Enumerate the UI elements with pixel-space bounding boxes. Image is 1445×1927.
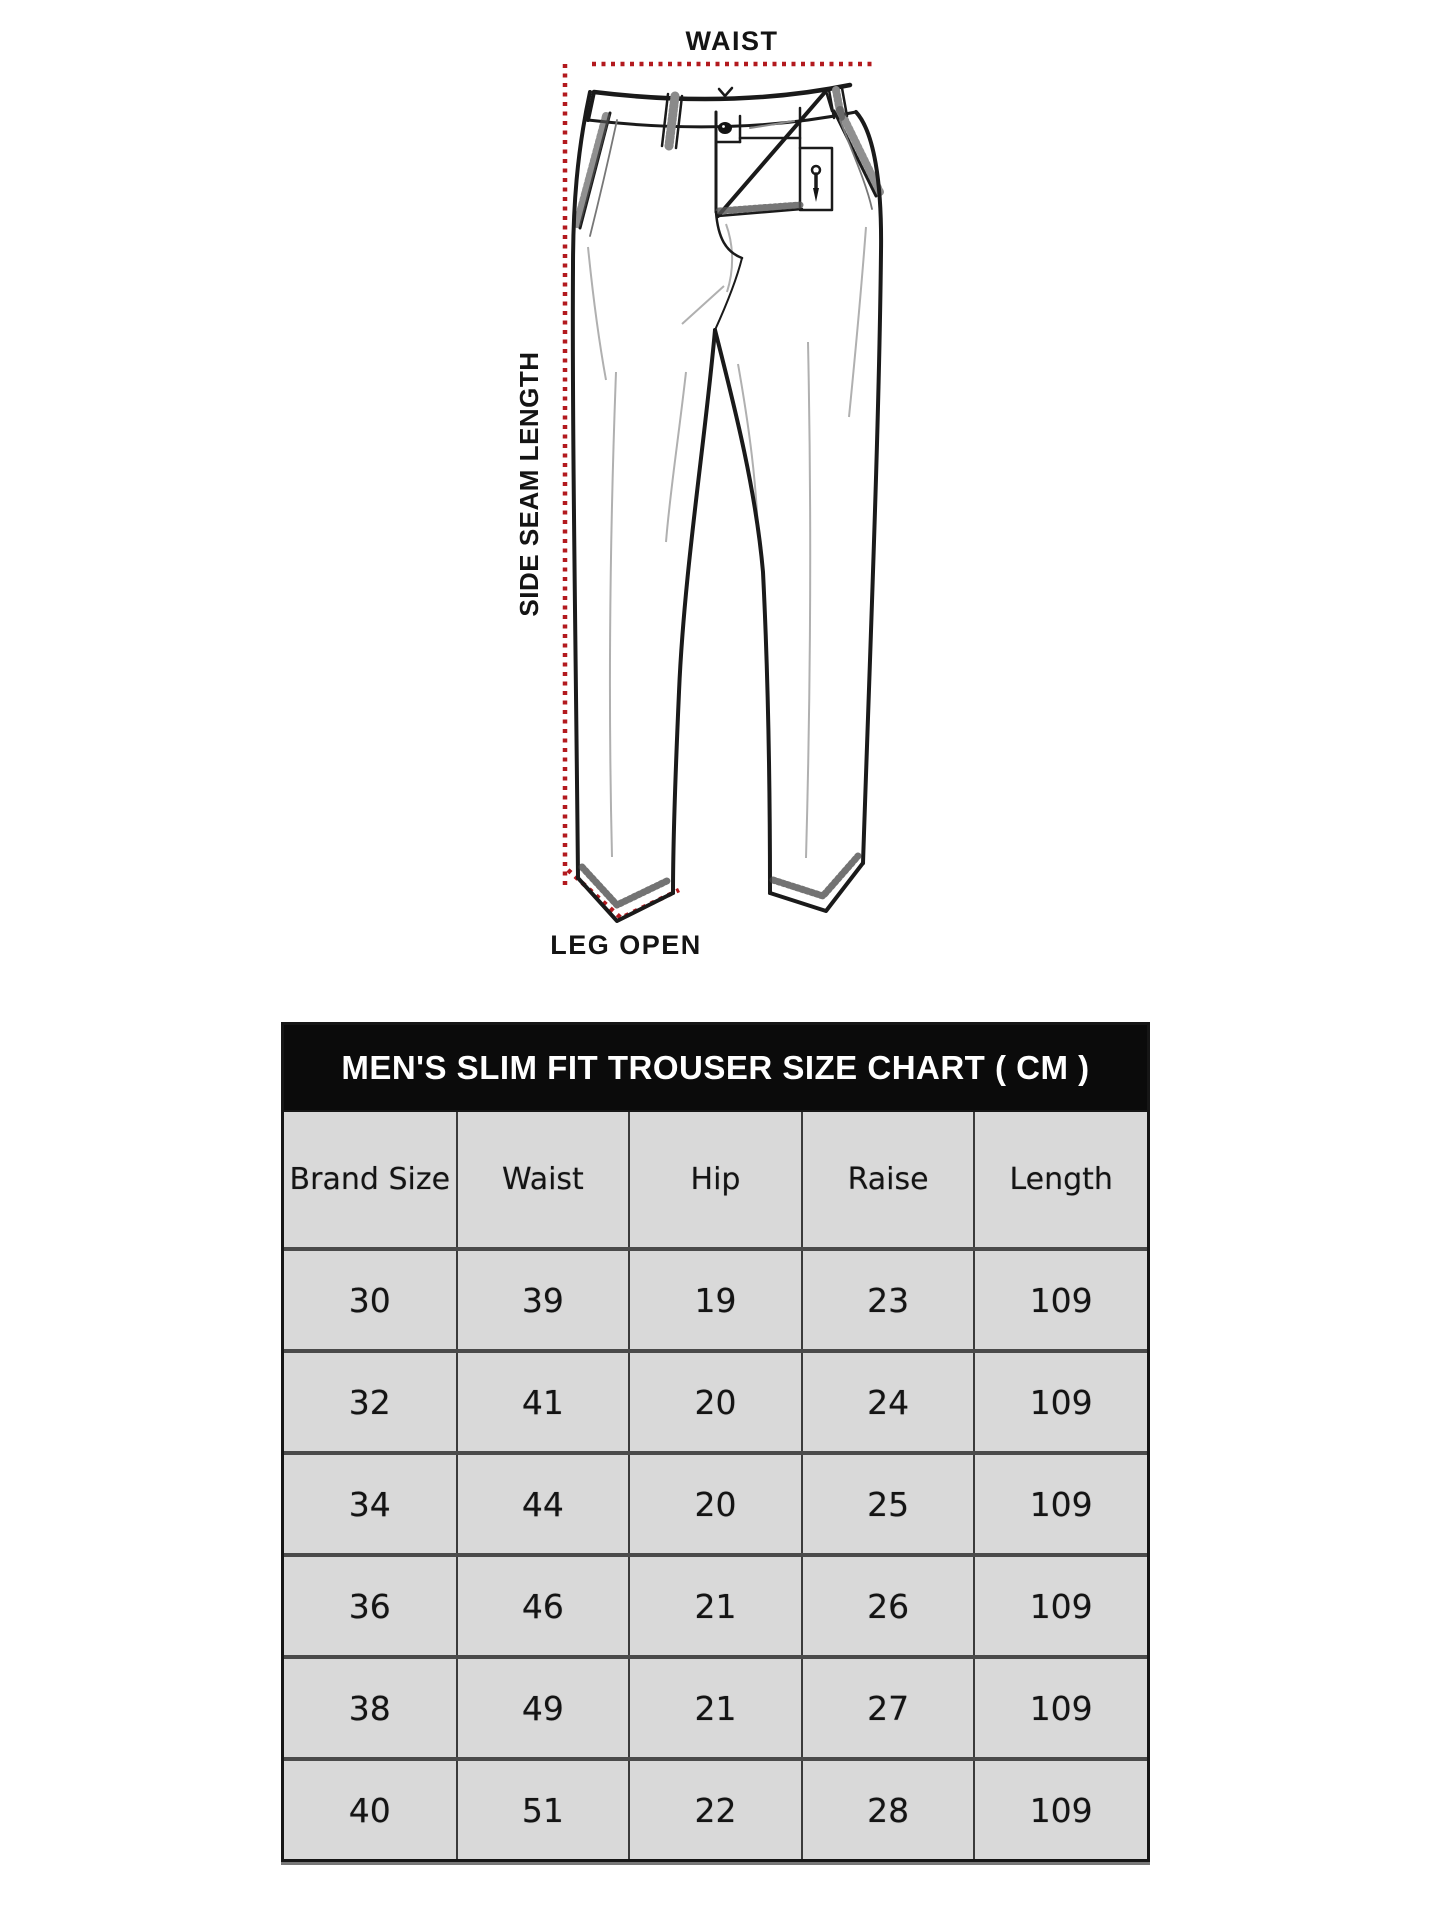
table-row — [284, 1351, 1147, 1453]
table-cell: 109 — [974, 1657, 1147, 1759]
crease-lines — [588, 224, 866, 858]
table-cell: 25 — [802, 1453, 975, 1555]
table-cell: 20 — [629, 1351, 802, 1453]
size-chart-table — [284, 1112, 1147, 1859]
table-cell: 22 — [629, 1759, 802, 1859]
table-cell: 24 — [802, 1351, 975, 1453]
right-leg — [715, 112, 881, 911]
table-row — [284, 1555, 1147, 1657]
column-header: Length — [974, 1112, 1147, 1249]
table-row — [284, 1759, 1147, 1859]
button-icon — [718, 122, 732, 134]
table-row — [284, 1249, 1147, 1351]
size-chart-title: MEN'S SLIM FIT TROUSER SIZE CHART ( CM ) — [284, 1025, 1147, 1112]
table-cell: 21 — [629, 1657, 802, 1759]
table-cell: 109 — [974, 1759, 1147, 1859]
table-cell: 40 — [284, 1759, 457, 1859]
table-cell: 39 — [457, 1249, 630, 1351]
leg-open-measure-line — [568, 870, 679, 918]
waist-label: WAIST — [685, 26, 779, 56]
table-cell: 21 — [629, 1555, 802, 1657]
right-pocket — [834, 110, 880, 209]
column-header: Brand Size — [284, 1112, 457, 1249]
table-cell: 109 — [974, 1555, 1147, 1657]
table-cell: 23 — [802, 1249, 975, 1351]
table-cell: 38 — [284, 1657, 457, 1759]
size-chart — [281, 1022, 1150, 1862]
column-header: Waist — [457, 1112, 630, 1249]
table-cell: 26 — [802, 1555, 975, 1657]
leg-open-label: LEG OPEN — [550, 930, 702, 960]
table-cell: 51 — [457, 1759, 630, 1859]
table-cell: 20 — [629, 1453, 802, 1555]
table-cell: 19 — [629, 1249, 802, 1351]
table-cell: 27 — [802, 1657, 975, 1759]
belt-loop-left — [662, 94, 682, 148]
table-cell: 109 — [974, 1351, 1147, 1453]
column-header: Hip — [629, 1112, 802, 1249]
table-cell: 34 — [284, 1453, 457, 1555]
table-cell: 49 — [457, 1657, 630, 1759]
table-row — [284, 1453, 1147, 1555]
side-seam-label: SIDE SEAM LENGTH — [514, 351, 544, 617]
table-cell: 32 — [284, 1351, 457, 1453]
table-cell: 41 — [457, 1351, 630, 1453]
table-cell: 109 — [974, 1249, 1147, 1351]
table-cell: 28 — [802, 1759, 975, 1859]
table-row — [284, 1657, 1147, 1759]
table-cell: 109 — [974, 1453, 1147, 1555]
table-cell: 30 — [284, 1249, 457, 1351]
table-cell: 46 — [457, 1555, 630, 1657]
table-cell: 44 — [457, 1453, 630, 1555]
column-header: Raise — [802, 1112, 975, 1249]
table-cell: 36 — [284, 1555, 457, 1657]
waistband — [588, 85, 856, 127]
trouser-diagram — [420, 12, 980, 962]
header-row — [284, 1112, 1147, 1249]
trouser-line-art — [420, 12, 980, 962]
